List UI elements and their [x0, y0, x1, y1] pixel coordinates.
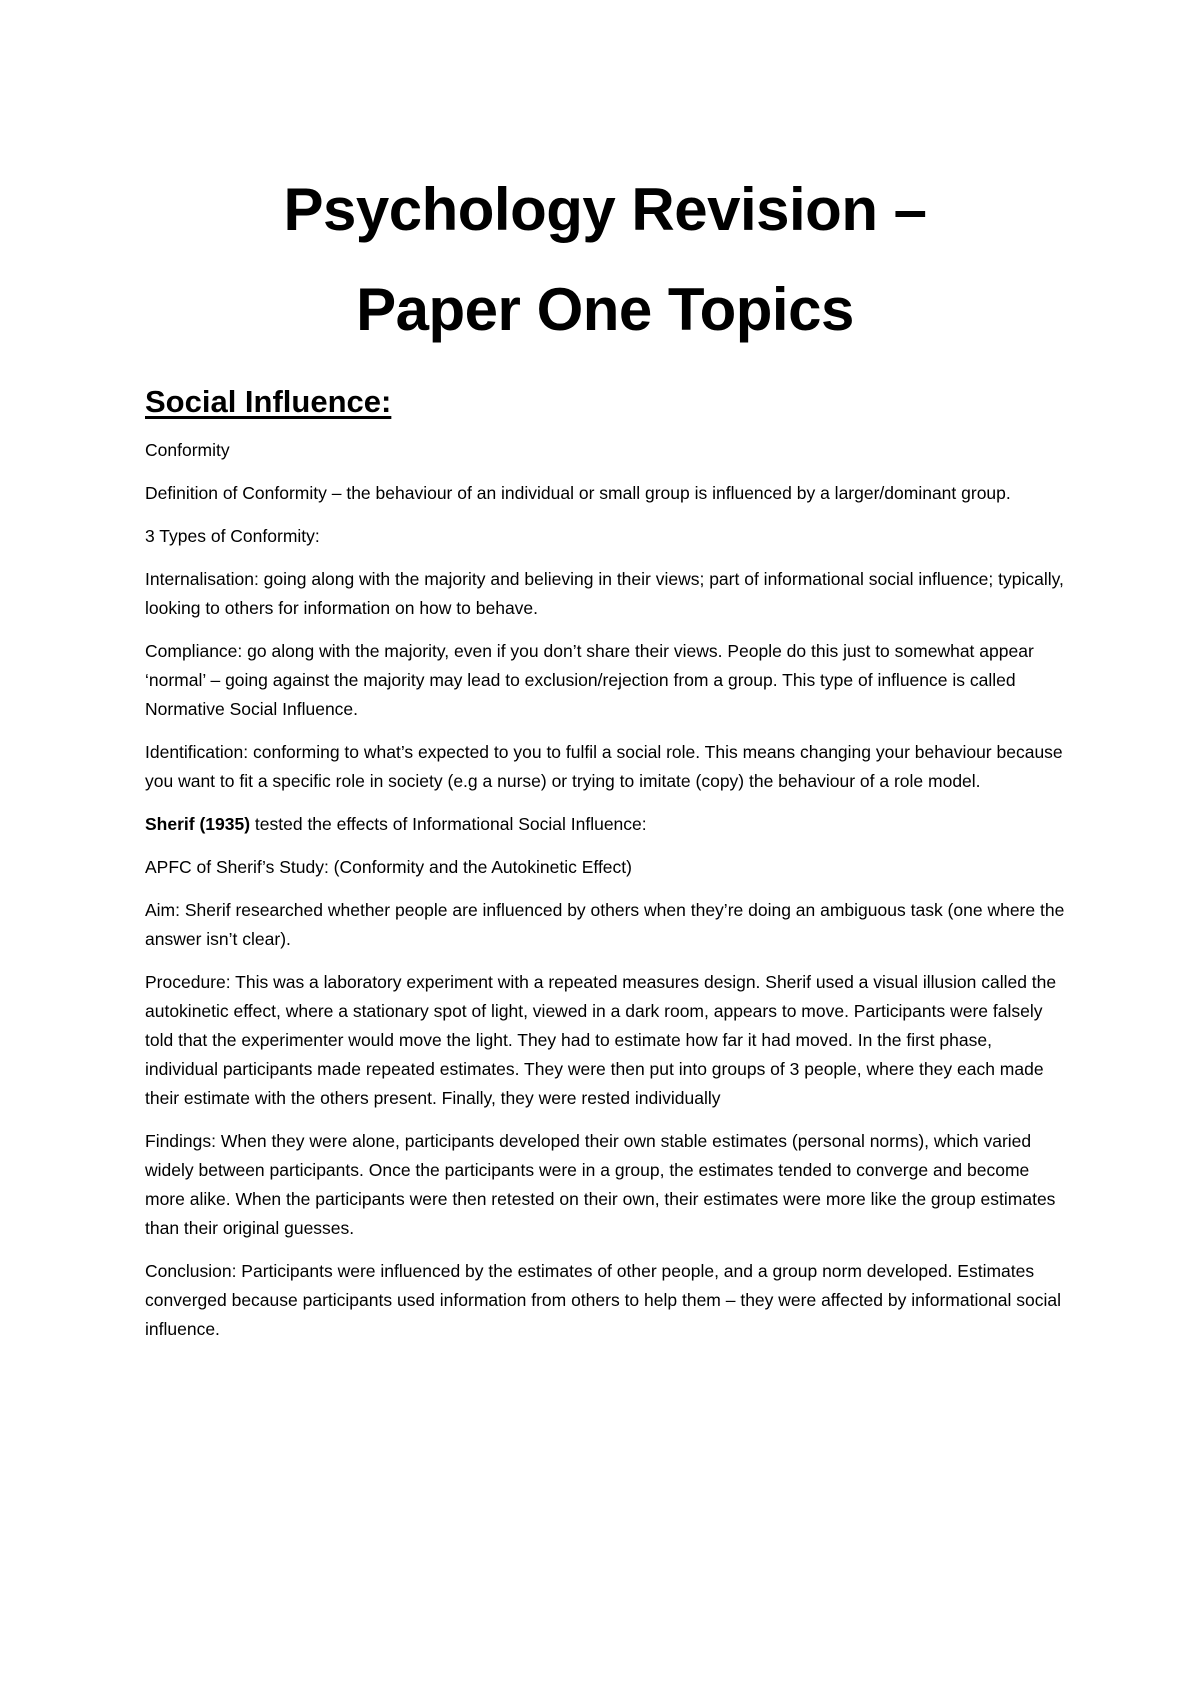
apfc-heading: APFC of Sherif’s Study: (Conformity and the Autokinetic Effect) [145, 857, 632, 877]
section-heading-social-influence: Social Influence: [145, 384, 392, 419]
subheading-conformity: Conformity [145, 440, 230, 460]
findings-paragraph: Findings: When they were alone, participants developed their own stable estimates (personal norms), which varied widely between participants. Once the participants were in a group, the estimates tended to converge and become more alike. When the participants were then retested on their own, their estimates were more like the group estimates than their original guesses. [145, 1131, 1056, 1238]
sherif-paragraph [145, 810, 1065, 839]
identification-paragraph: Identification: conforming to what’s expected to you to fulfil a social role. This means changing your behaviour because you want to fit a specific role in society (e.g a nurse) or trying to imitate (copy) the behaviour of a role model. [145, 742, 1063, 791]
types-heading: 3 Types of Conformity: [145, 526, 320, 546]
title-line-1: Psychology Revision – [283, 176, 927, 243]
compliance-paragraph: Compliance: go along with the majority, even if you don’t share their views. People do this just to somewhat appear ‘normal’ – going against the majority may lead to exclusion/rejection from a group. This type of influence is called Normative Social Influence. [145, 641, 1034, 719]
aim-paragraph: Aim: Sherif researched whether people are influenced by others when they’re doing an ambiguous task (one where the answer isn’t clear). [145, 900, 1065, 949]
internalisation-paragraph: Internalisation: going along with the majority and believing in their views; part of informational social influence; typically, looking to others for information on how to behave. [145, 569, 1064, 618]
definition-paragraph: Definition of Conformity – the behaviour of an individual or small group is influenced by a larger/dominant group. [145, 483, 1011, 503]
title-line-2: Paper One Topics [356, 276, 854, 343]
procedure-paragraph: Procedure: This was a laboratory experiment with a repeated measures design. Sherif used a visual illusion called the autokinetic effect, where a stationary spot of light, viewed in a dark room, appears to move. Participants were falsely told that the experimenter would move the light. They had to estimate how far it had moved. In the first phase, individual participants made repeated estimates. They were then put into groups of 3 people, where they each made their estimate with the others present. Finally, they were rested individually [145, 972, 1057, 1108]
document-page [145, 160, 1065, 1344]
sherif-citation: Sherif (1935) [145, 814, 251, 834]
conclusion-paragraph: Conclusion: Participants were influenced by the estimates of other people, and a group norm developed. Estimates converged because participants used information from others to help them – they were affected by informational social influence. [145, 1261, 1062, 1339]
document-title [145, 160, 1065, 360]
sherif-text: tested the effects of Informational Social Influence: [250, 814, 647, 834]
